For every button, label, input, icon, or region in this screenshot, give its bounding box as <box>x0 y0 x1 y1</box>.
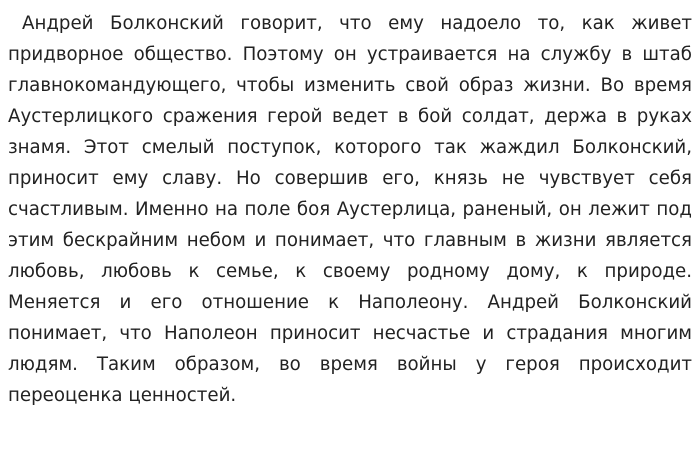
essay-paragraph: Андрей Болконский говорит, что ему надоело то, как живет придворное общество. Поэтому он устраивается на службу в штаб главнокомандующего, чтобы изменить свой образ жизни. Во время Аустерлицкого сражения герой ведет в бой солдат, держа в руках знамя. Этот смелый поступок, которого так жаждил Болконский, приносит ему славу. Но совершив его, князь не чувствует себя счастливым. Именно на поле боя Аустерлица, раненый, он лежит под этим бескрайним небом и понимает, что главным в жизни является любовь, любовь к семье, к своему родному дому, к природе. Меняется и его отношение к Наполеону. Андрей Болконский понимает, что Наполеон приносит несчастье и страдания многим людям. Таким образом, во время войны у героя происходит переоценка ценностей. <box>8 13 692 406</box>
document-page <box>8 8 692 411</box>
